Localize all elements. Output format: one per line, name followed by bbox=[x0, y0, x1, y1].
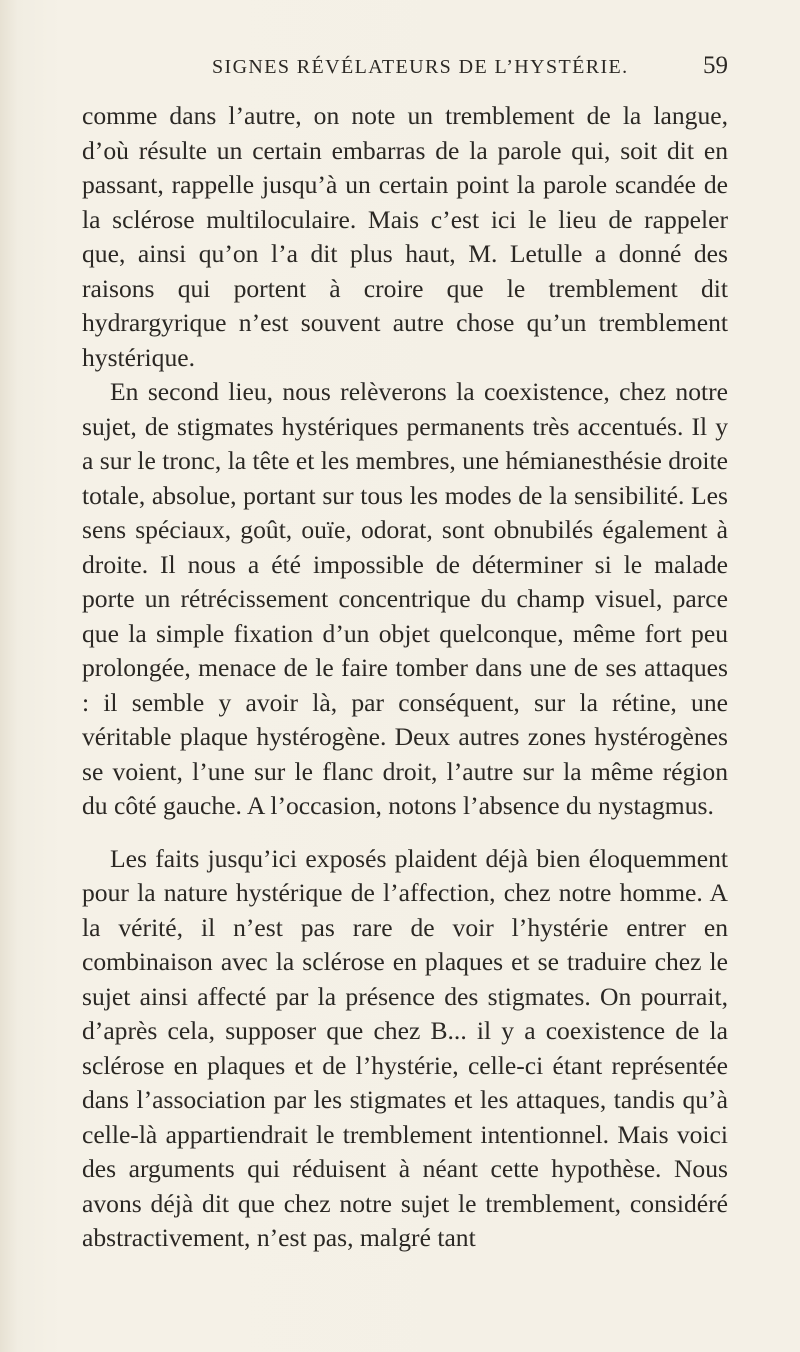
paragraph-1: comme dans l’autre, on note un tremblement de la langue, d’où résulte un certain embarras de la parole qui, soit dit en passant, rappelle jusqu’à un certain point la parole scandée de la sclérose multiloculaire. Mais c’est ici le lieu de rappeler que, ainsi qu’on l’a dit plus haut, M. Letulle a donné des raisons qui portent à croire que le tremblement dit hydrargyrique n’est souvent autre chose qu’un tremblement hystérique. bbox=[82, 101, 728, 372]
running-header-title: SIGNES RÉVÉLATEURS DE L’HYSTÉRIE. bbox=[212, 56, 629, 78]
paragraph-2: En second lieu, nous relèverons la coexistence, chez notre sujet, de stigmates hystériques permanents très accentués. Il y a sur le tronc, la tête et les membres, une hémianesthésie droite totale, absolue, portant sur tous les modes de la sensibilité. Les sens spéciaux, goût, ouïe, odorat, sont obnubilés également à droite. Il nous a été impossible de déterminer si le malade porte un rétrécissement concentrique du champ visuel, parce que la simple fixation d’un objet quelconque, même fort peu prolongée, menace de le faire tomber dans une de ses attaques : il semble y avoir là, par conséquent, sur la rétine, une véritable plaque hystérogène. Deux autres zones hystérogènes se voient, l’une sur le flanc droit, l’autre sur la même région du côté gauche. A l’occasion, notons l’absence du nystagmus. bbox=[82, 377, 729, 820]
running-header bbox=[82, 48, 728, 88]
page-number: 59 bbox=[703, 52, 728, 79]
paragraph-3: Les faits jusqu’ici exposés plaident déjà bien éloquemment pour la nature hystérique de l’affection, chez notre homme. A la vérité, il n’est pas rare de voir l’hystérie entrer en combinaison avec la sclérose en plaques et se traduire chez le sujet ainsi affecté par la présence des stigmates. On pourrait, d’après cela, supposer que chez B... il y a coexistence de la sclérose en plaques et de l’hystérie, celle-ci étant représentée dans l’association par les stigmates et les attaques, tandis qu’à celle-là appartiendrait le tremblement intentionnel. Mais voici des arguments qui réduisent à néant cette hypothèse. Nous avons déjà dit que chez notre sujet le tremblement, considéré abstractivement, n’est pas, malgré tant bbox=[82, 843, 728, 1252]
body-text bbox=[82, 99, 728, 1256]
